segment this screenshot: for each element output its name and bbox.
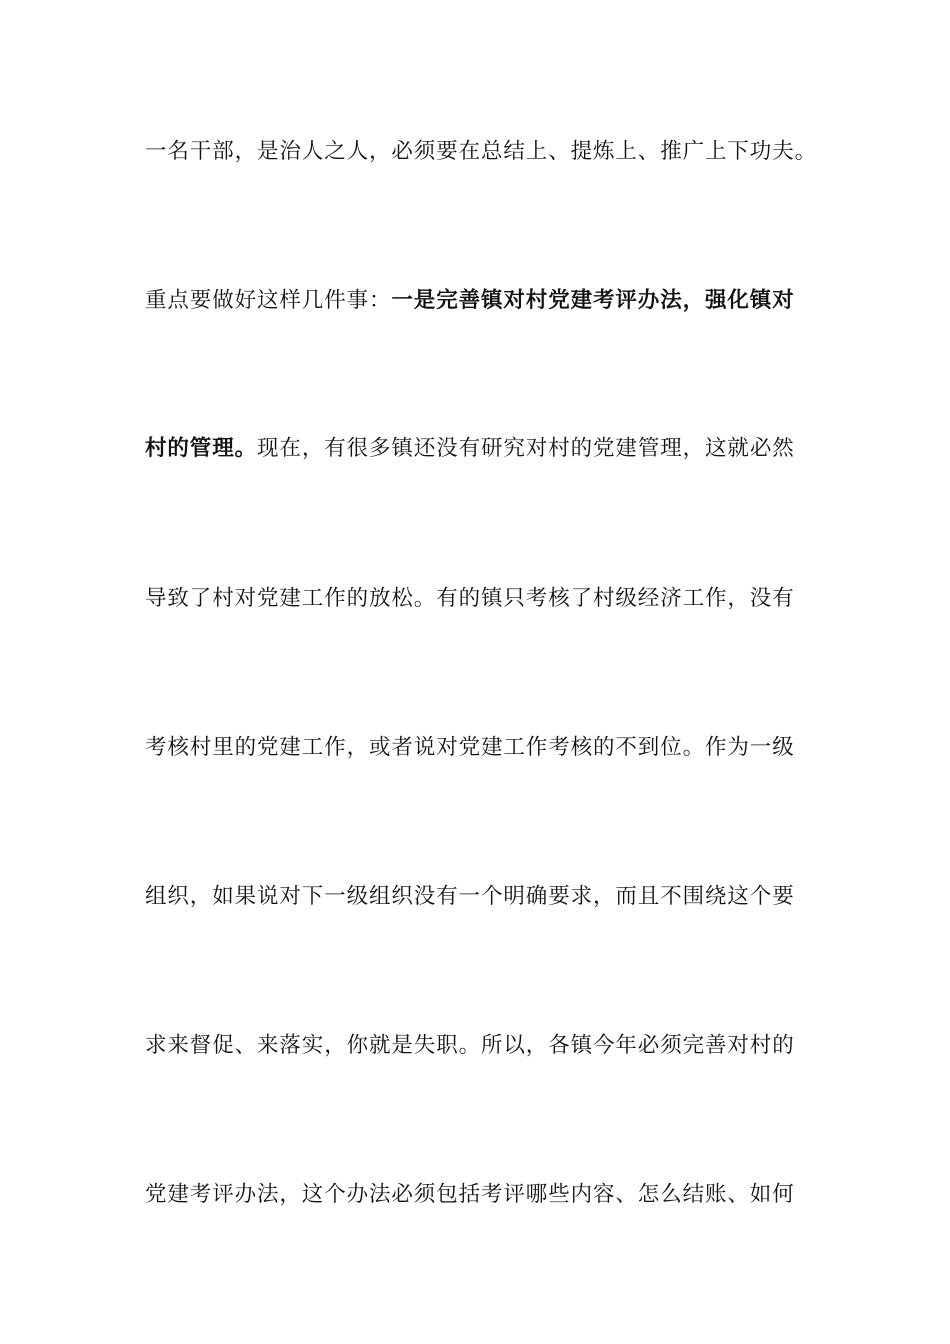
text-line [145, 882, 805, 912]
line-text: 导致了村对党建工作的放松。有的镇只考核了村级经济工作，没有 [145, 586, 795, 611]
line-text: 一名干部，是治人之人，必须要在总结上、提炼上、推广上下功夫。 [145, 139, 818, 164]
line-text: 党建考评办法，这个办法必须包括考评哪些内容、怎么结账、如何 [145, 1182, 795, 1207]
text-line [145, 584, 805, 614]
line-text: 重点要做好这样几件事： [145, 288, 392, 313]
text-line [145, 1180, 805, 1210]
bold-emphasis: 一是完善镇对村党建考评办法，强化镇对 [391, 288, 795, 313]
line-text: 考核村里的党建工作，或者说对党建工作考核的不到位。作为一级 [145, 735, 795, 760]
text-line [145, 1031, 805, 1061]
text-line [145, 434, 805, 464]
text-line [145, 286, 805, 316]
bold-emphasis: 村的管理。 [145, 436, 258, 461]
line-text: 现在，有很多镇还没有研究对村的党建管理，这就必然 [257, 436, 795, 461]
text-line [145, 733, 805, 763]
text-line [145, 137, 818, 167]
line-text: 组织，如果说对下一级组织没有一个明确要求，而且不围绕这个要 [145, 884, 795, 909]
line-text: 求来督促、来落实，你就是失职。所以，各镇今年必须完善对村的 [145, 1033, 795, 1058]
